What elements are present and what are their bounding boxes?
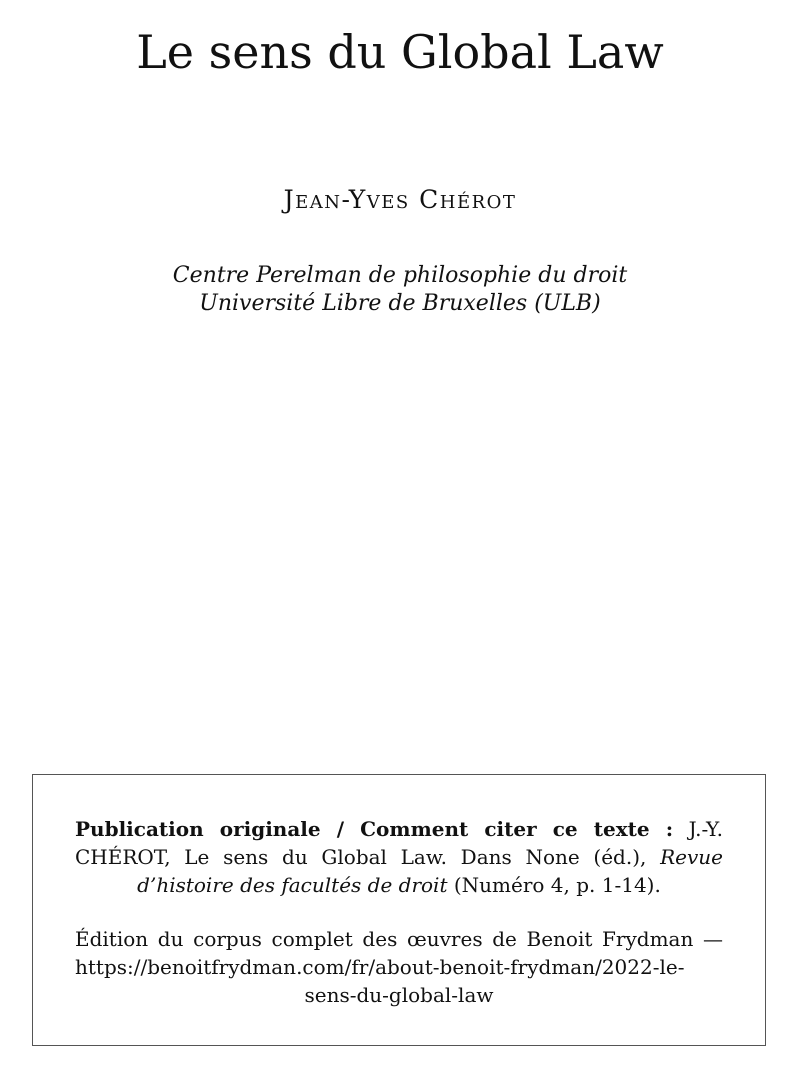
citation-label: Publication originale / Comment citer ce texte : <box>75 817 674 841</box>
author-affiliation <box>0 262 800 318</box>
document-title: Le sens du Global Law <box>136 25 664 79</box>
edition-text: Édition du corpus complet des œuvres de Benoit Frydman — https:/​/​benoitfrydman.com/​fr/​about-​benoit-​frydman/​2022-​le-​sens-​du-​global-​law <box>75 927 723 1007</box>
affiliation-line-2: Université Libre de Bruxelles (ULB) <box>199 291 601 316</box>
citation-text-after: (Numéro 4, p. 1-14). <box>447 873 661 897</box>
author-name: Jean-Yves Chérot <box>283 185 517 214</box>
affiliation-line-1: Centre Perelman de philosophie du droit <box>172 263 628 288</box>
citation-text-before: J.-Y. CHÉROT, Le sens du Global Law. Dans None (éd.), <box>75 817 723 869</box>
citation-paragraph <box>75 815 723 899</box>
edition-paragraph <box>75 925 723 1009</box>
citation-box <box>32 774 766 1046</box>
citation-journal: Revue d’histoire des facultés de droit <box>137 845 723 897</box>
